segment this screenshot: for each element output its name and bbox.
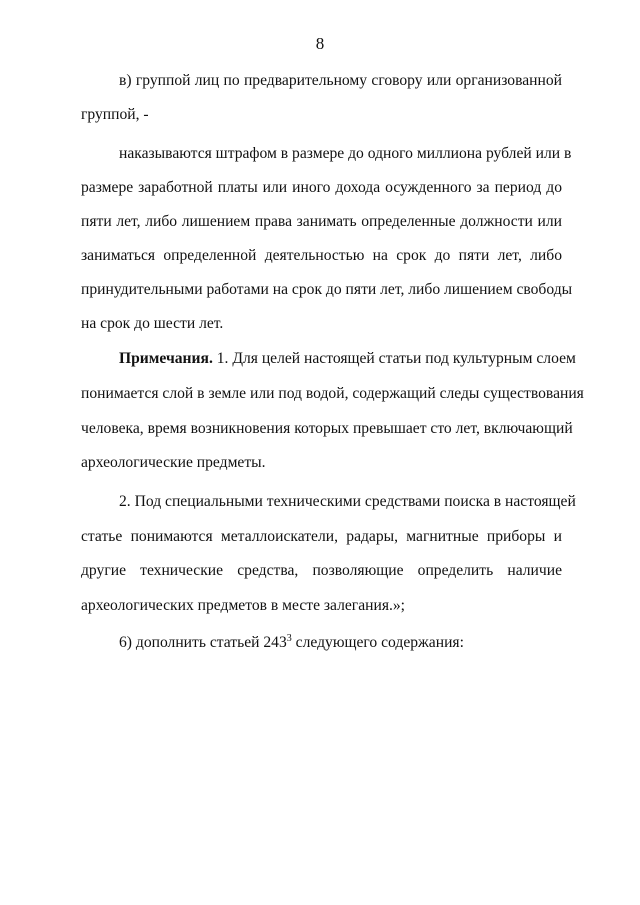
text-line: наказываются штрафом в размере до одного миллиона рублей или в [119,145,572,162]
text-line: на срок до шести лет. [81,315,224,332]
text-line: в) группой лиц по предварительному сговору или организованной [119,72,562,89]
text-line: группой, - [81,106,149,123]
amend-text: 6) дополнить статьей 243 [119,634,287,651]
text-line: размере заработной платы или иного дохода осужденного за период до [81,179,562,196]
text-line: археологических предметов в месте залегания.»; [81,597,406,614]
text-line [119,349,576,369]
text-line: другие технические средства, позволяющие определить наличие [81,562,562,579]
text-line: археологические предметы. [81,454,266,471]
text-line: человека, время возникновения которых превышает сто лет, включающий [81,420,573,437]
article-superscript: 3 [286,633,292,644]
text-line: статье понимаются металлоискатели, радары, магнитные приборы и [81,528,562,545]
notes-heading: Примечания. [119,350,213,367]
notes-text: 1. Для целей настоящей статьи под культурным слоем [212,350,576,367]
amend-text-end: следующего содержания: [291,634,464,651]
text-line: 2. Под специальными техническими средствами поиска в настоящей [119,493,576,510]
text-line: принудительными работами на срок до пяти лет, либо лишением свободы [81,281,573,298]
text-line: пяти лет, либо лишением права занимать определенные должности или [81,213,562,230]
text-line: заниматься определенной деятельностью на срок до пяти лет, либо [81,247,562,264]
text-line: понимается слой в земле или под водой, содержащий следы существования [81,385,584,402]
page-number: 8 [315,34,325,53]
text-line [119,633,562,653]
